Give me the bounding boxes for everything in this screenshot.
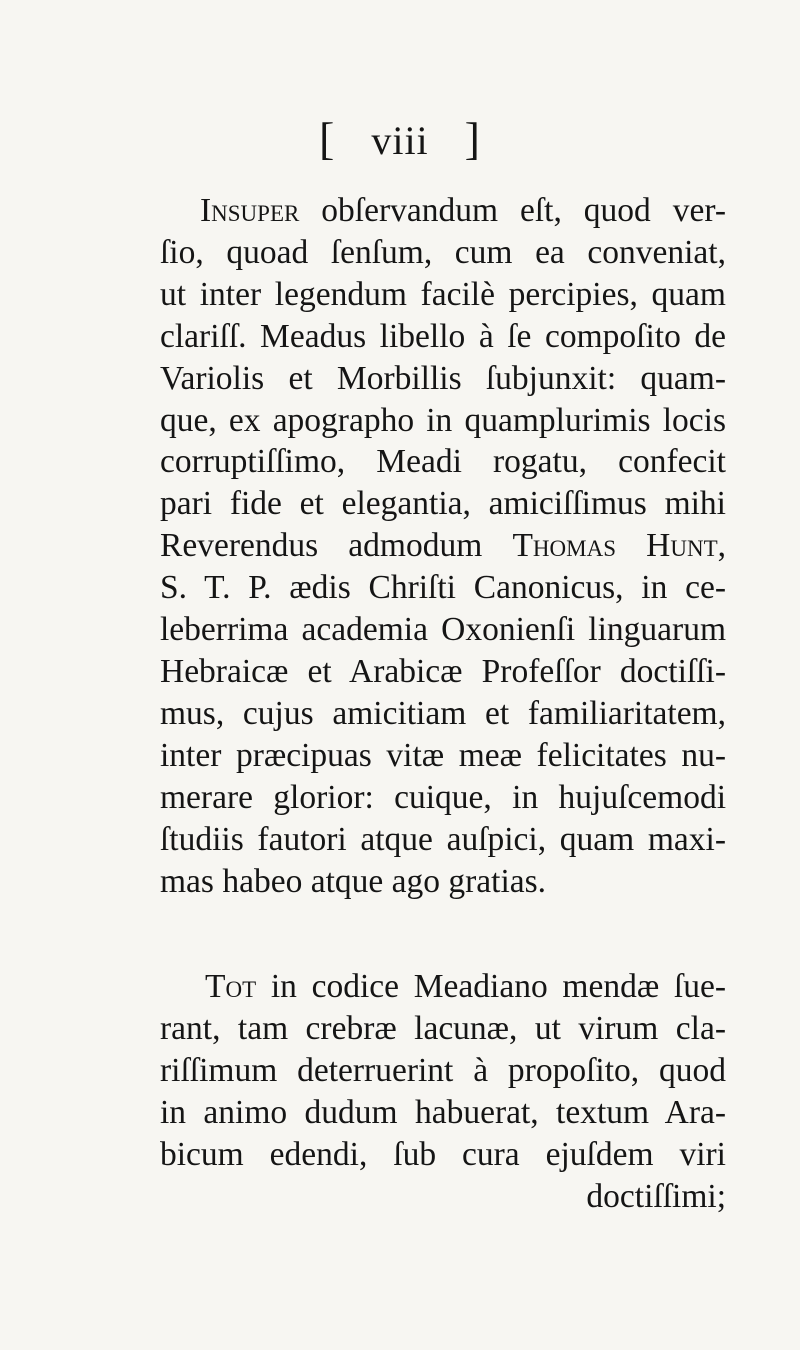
paragraph-2 (160, 966, 726, 1217)
text-line: leberrima academia Oxonienſi linguarum (160, 611, 726, 649)
text-line: riſſimum deterruerint à propoſito, quod (160, 1051, 726, 1089)
text-line: Insuper obſervandum eſt, quod ver- (200, 192, 726, 229)
text-line: mus, cujus amicitiam et familiaritatem, (160, 694, 726, 732)
text-line: S. T. P. ædis Chriſti Canonicus, in ce- (160, 569, 726, 607)
person-name: Thomas Hunt, (512, 527, 727, 565)
text-line: in animo dudum habuerat, textum Ara- (160, 1093, 726, 1131)
page-header (0, 112, 800, 165)
text-line: inter præcipuas vitæ meæ felicitates nu- (160, 736, 726, 774)
bracket-open: [ (319, 113, 336, 164)
text-line: bicum edendi, ſub cura ejuſdem viri (160, 1135, 726, 1173)
text-line: Hebraicæ et Arabicæ Profeſſor doctiſſi- (160, 652, 726, 690)
lead-word: Insuper (200, 192, 300, 229)
text-line: mas habeo atque ago gratias. (160, 862, 547, 900)
page-number: viii (371, 118, 429, 163)
text-line: clariſſ. Meadus libello à ſe compoſito de (160, 317, 726, 355)
paragraph-1 (160, 190, 726, 902)
text-line: corruptiſſimo, Meadi rogatu, confecit (160, 443, 726, 481)
text-line: merare glorior: cuique, in hujuſcemodi (160, 778, 726, 816)
text-line: Tot in codice Meadiano mendæ ſue- (205, 968, 726, 1005)
text-line: Reverendus admodum Thomas Hunt, (160, 527, 727, 565)
text-line: que, ex apographo in quamplurimis locis (160, 401, 726, 439)
catchword: doctiſſimi; (586, 1177, 726, 1215)
lead-word: Tot (205, 968, 257, 1005)
text-line: ut inter legendum facilè percipies, quam (160, 275, 726, 313)
text-line: rant, tam crebræ lacunæ, ut virum cla- (160, 1009, 726, 1047)
text-line: Variolis et Morbillis ſubjunxit: quam- (160, 359, 726, 397)
text-line: ſio, quoad ſenſum, cum ea conveniat, (160, 233, 726, 271)
text-line: ſtudiis fautori atque auſpici, quam maxi- (160, 820, 726, 858)
bracket-close: ] (464, 113, 481, 164)
text-line: pari fide et elegantia, amiciſſimus mihi (160, 485, 726, 523)
